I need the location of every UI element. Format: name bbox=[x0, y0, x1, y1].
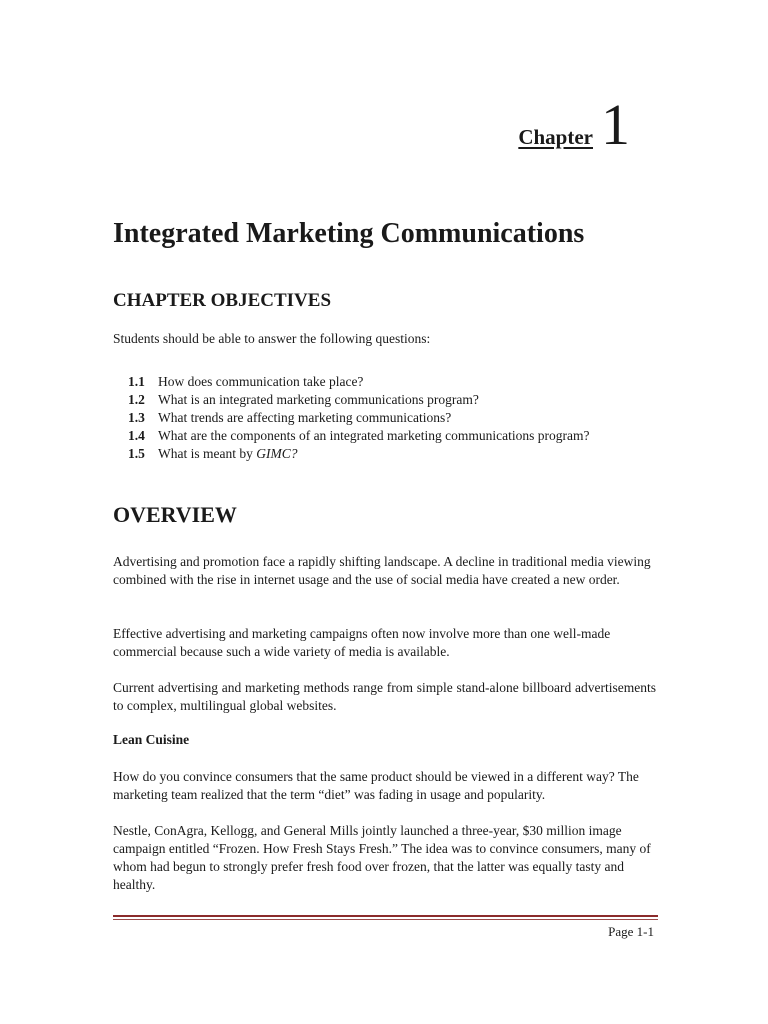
objective-item bbox=[128, 373, 589, 391]
objective-text: How does communication take place? bbox=[158, 374, 364, 389]
objective-item bbox=[128, 409, 589, 427]
objective-number: 1.4 bbox=[128, 428, 145, 443]
objectives-list bbox=[128, 373, 589, 463]
objective-number: 1.3 bbox=[128, 410, 145, 425]
overview-paragraph-1: Advertising and promotion face a rapidly shifting landscape. A decline in traditional media viewing combined with the rise in internet usage and the use of social media have created a new order. bbox=[113, 554, 651, 587]
chapter-label: Chapter bbox=[518, 125, 593, 149]
objective-text-emphasis: GIMC? bbox=[256, 446, 298, 461]
objective-item bbox=[128, 445, 589, 463]
overview-paragraph-5: Nestle, ConAgra, Kellogg, and General Mills jointly launched a three-year, $30 million image campaign entitled “Frozen. How Fresh Stays Fresh.” The idea was to convince consumers, many of whom had begun to strongly prefer fresh food over frozen, that the latter was equally tasty and healthy. bbox=[113, 823, 651, 892]
objective-number: 1.2 bbox=[128, 392, 145, 407]
footer-rule-thin bbox=[113, 919, 658, 920]
chapter-number: 1 bbox=[601, 92, 630, 157]
objective-text-plain: What is meant by bbox=[158, 446, 257, 461]
objective-text: What is an integrated marketing communications program? bbox=[158, 392, 479, 407]
objective-number: 1.1 bbox=[128, 374, 145, 389]
objectives-heading: CHAPTER OBJECTIVES bbox=[113, 290, 332, 311]
objective-item bbox=[128, 427, 589, 445]
lean-cuisine-subheading: Lean Cuisine bbox=[113, 732, 190, 747]
objective-item bbox=[128, 391, 589, 409]
objective-text: What are the components of an integrated marketing communications program? bbox=[158, 428, 590, 443]
objective-text: What trends are affecting marketing communications? bbox=[158, 410, 452, 425]
overview-paragraph-2: Effective advertising and marketing campaigns often now involve more than one well-made commercial because such a wide variety of media is available. bbox=[113, 626, 611, 659]
overview-paragraph-4: How do you convince consumers that the same product should be viewed in a different way? The marketing team realized that the term “diet” was fading in usage and popularity. bbox=[113, 769, 639, 802]
page-title: Integrated Marketing Communications bbox=[113, 218, 585, 249]
overview-heading: OVERVIEW bbox=[113, 502, 237, 527]
objective-number: 1.5 bbox=[128, 446, 145, 461]
objectives-intro: Students should be able to answer the following questions: bbox=[113, 331, 431, 346]
chapter-heading bbox=[518, 92, 630, 157]
page-number: Page 1-1 bbox=[608, 924, 654, 939]
footer-rule bbox=[113, 915, 658, 917]
objective-text bbox=[158, 445, 297, 463]
overview-paragraph-3: Current advertising and marketing methods range from simple stand-alone billboard advertisements to complex, multilingual global websites. bbox=[113, 680, 656, 713]
